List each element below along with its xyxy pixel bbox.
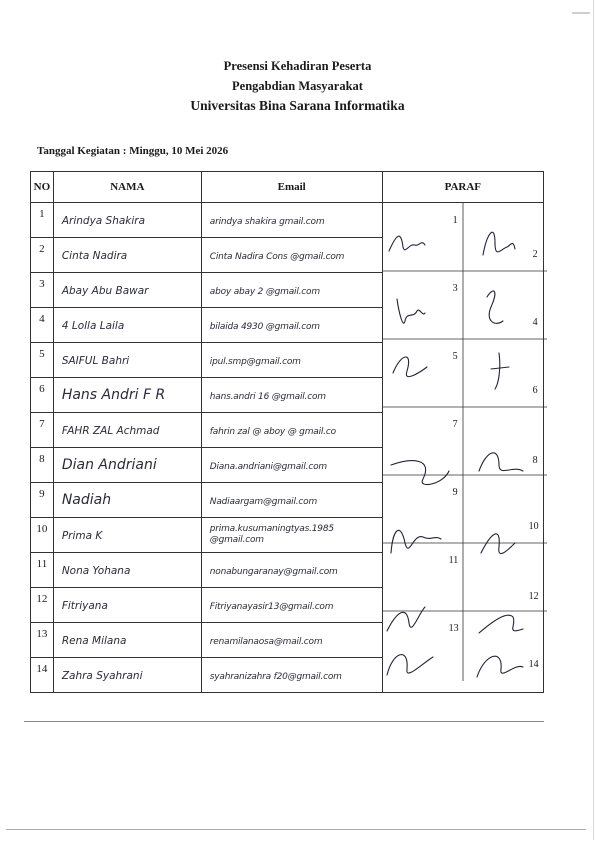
signature-9 [391,530,441,553]
row-email: bilaida 4930 @gmail.com [209,322,320,332]
row-nama: Nona Yohana [61,565,131,577]
row-email: aboy abay 2 @gmail.com [209,287,320,297]
title-line-2: Pengabdian Masyarakat [232,79,363,93]
col-no: NO [31,172,54,203]
title-line-1: Presensi Kehadiran Peserta [223,59,372,73]
signature-4 [487,291,503,323]
page-bottom-edge [6,829,586,830]
row-nama: Cinta Nadira [61,250,128,262]
row-email: prima.kusumaningtyas.1985 @gmail.com [209,523,334,545]
signature-13 [387,655,433,675]
table-header-row [31,172,544,203]
row-no: 13 [36,628,48,640]
row-nama: Nadiah [61,492,112,508]
signature-2 [483,232,515,255]
row-email: ipul.smp@gmail.com [209,357,301,367]
paraf-num: 5 [452,351,458,362]
row-nama: Dian Andriani [61,457,157,473]
row-email: fahrin zal @ aboy @ gmail.co [209,427,336,437]
signature-1 [389,236,425,251]
row-email: hans.andri 16 @gmail.com [209,392,326,402]
row-no: 10 [36,523,48,535]
signature-grid [383,203,543,692]
row-email: Nadiaargam@gmail.com [209,497,318,507]
row-nama: Abay Abu Bawar [61,285,149,297]
paraf-num: 7 [452,419,458,430]
row-no: 5 [39,348,45,360]
row-no: 6 [39,383,45,395]
signature-6 [491,353,509,389]
paraf-num: 3 [452,283,458,294]
signature-8 [479,453,523,471]
paraf-num: 6 [532,385,538,396]
table-row [31,203,544,238]
row-nama: Prima K [61,530,103,542]
paraf-num: 10 [528,521,539,532]
signature-7 [391,461,449,485]
paraf-area [382,203,543,693]
document-header [0,56,595,116]
row-no: 1 [39,208,45,220]
row-email: Diana.andriani@gmail.com [209,462,327,472]
signature-12 [479,615,523,633]
row-nama: Arindya Shakira [61,215,146,227]
attendance-table [30,171,544,693]
row-no: 2 [39,243,45,255]
signature-11 [387,607,425,631]
row-no: 12 [36,593,48,605]
row-email: syahranizahra f20@gmail.com [209,672,342,682]
row-nama: 4 Lolla Laila [61,320,125,332]
row-nama: Rena Milana [61,635,127,647]
paraf-num: 11 [448,555,459,566]
scan-mark [572,12,590,14]
paraf-num: 8 [532,455,538,466]
row-nama: Zahra Syahrani [61,670,143,682]
signature-3 [397,299,425,323]
col-email: Email [201,172,382,203]
paraf-num: 12 [528,591,539,602]
title-line-3: Universitas Bina Sarana Informatika [190,98,405,113]
row-no: 11 [36,558,48,570]
row-email: renamilanaosa@mail.com [209,637,323,647]
signature-10 [481,534,515,554]
row-email: nonabungaranay@gmail.com [209,567,338,577]
row-email: arindya shakira gmail.com [209,217,325,227]
row-nama: FAHR ZAL Achmad [61,425,160,437]
col-nama: NAMA [53,172,201,203]
paraf-num: 9 [452,487,458,498]
footer-divider [24,721,544,722]
row-email: Cinta Nadira Cons @gmail.com [209,252,345,262]
signature-5 [393,357,427,377]
row-no: 7 [39,418,45,430]
row-no: 14 [36,663,48,675]
row-no: 8 [39,453,45,465]
paraf-num: 2 [532,249,538,260]
row-nama: Fitriyana [61,600,108,612]
row-no: 9 [39,488,45,500]
paraf-num: 1 [452,215,458,226]
row-nama: Hans Andri F R [61,387,166,403]
col-paraf: PARAF [382,172,543,203]
paraf-num: 4 [532,317,538,328]
paraf-num: 14 [528,659,539,670]
signature-14 [477,656,523,677]
row-email: Fitriyanayasir13@gmail.com [209,602,334,612]
row-nama: SAIFUL Bahri [61,355,130,367]
row-no: 4 [39,313,45,325]
row-no: 3 [39,278,45,290]
paraf-num: 13 [448,623,459,634]
signature-marks [383,203,547,681]
event-date: Tanggal Kegiatan : Minggu, 10 Mei 2026 [37,145,229,157]
